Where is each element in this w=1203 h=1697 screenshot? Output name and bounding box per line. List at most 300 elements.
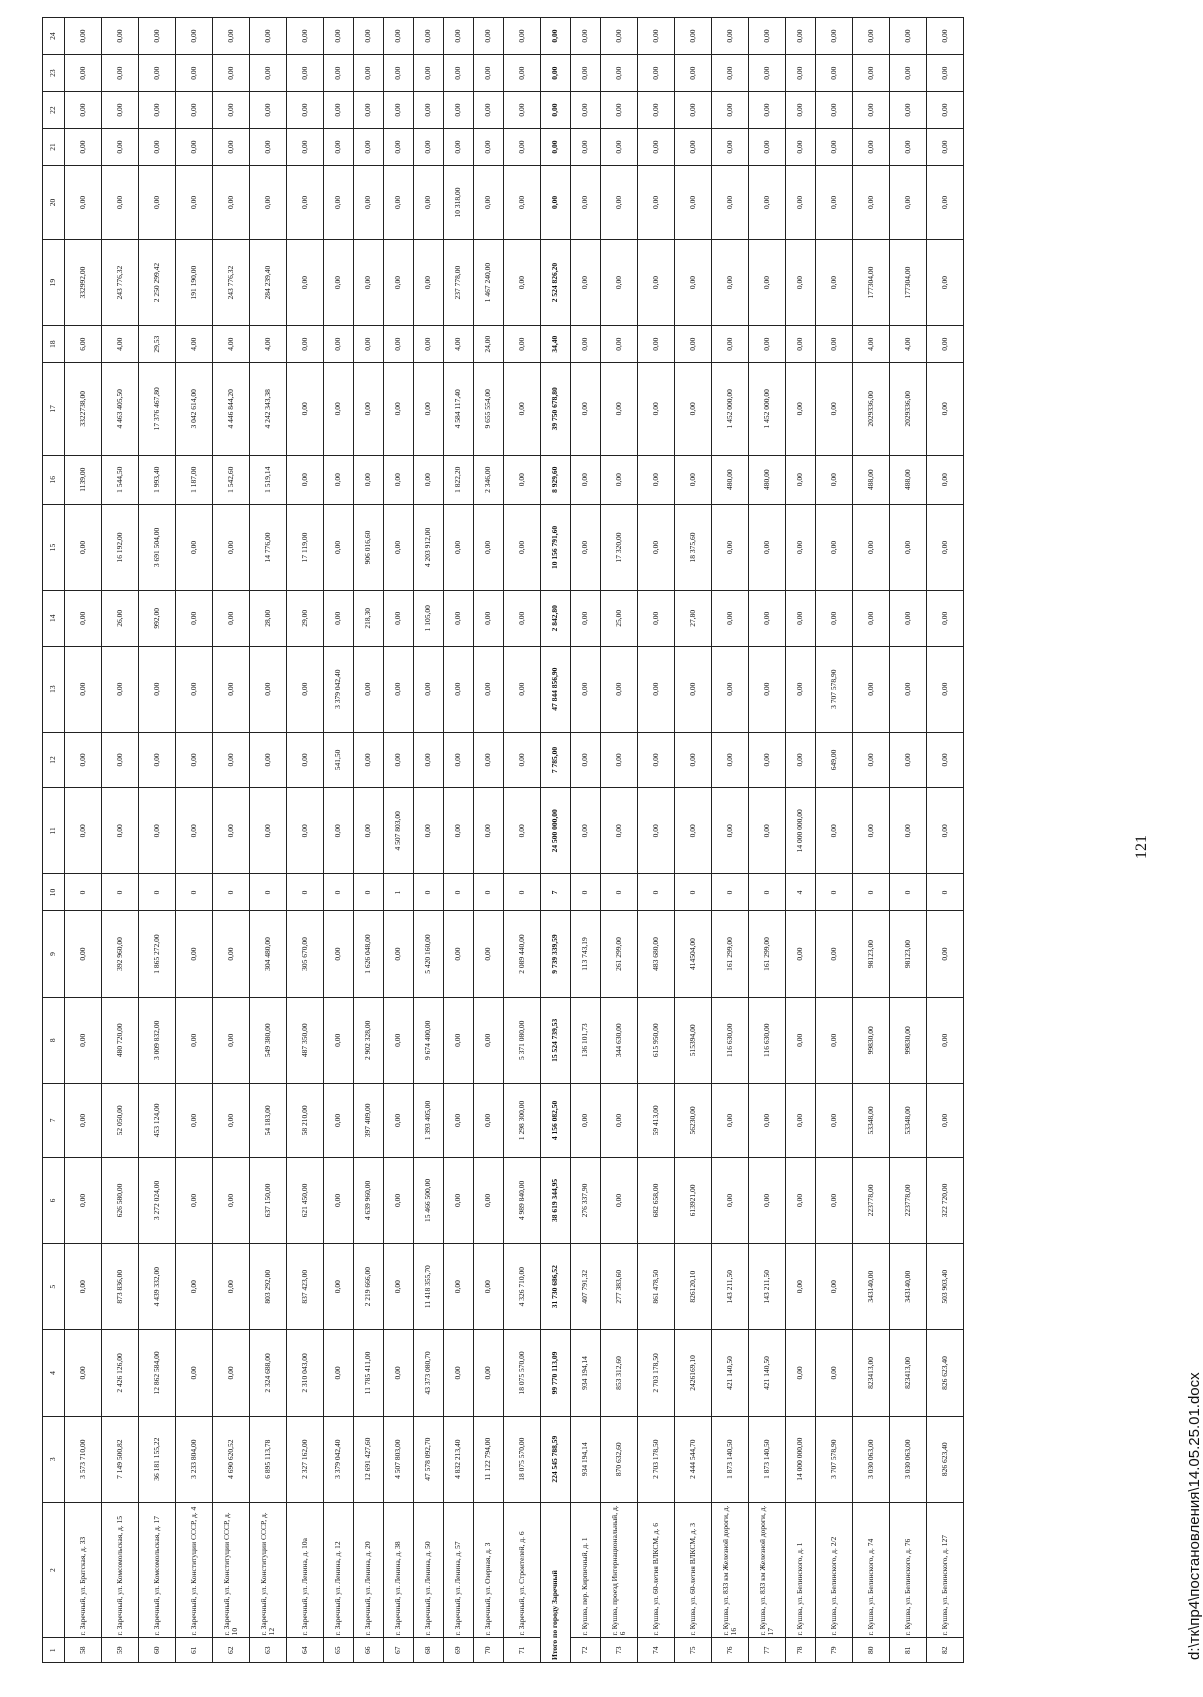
table-cell: 0,00 — [444, 997, 474, 1083]
table-cell: 305 670,00 — [287, 911, 324, 997]
table-cell: 0,00 — [927, 166, 964, 240]
table-cell: 0,00 — [444, 504, 474, 590]
table-cell: 0,00 — [927, 997, 964, 1083]
table-cell: 0,00 — [601, 646, 638, 732]
table-cell: 143 211,50 — [712, 1244, 749, 1330]
table-cell: 0 — [927, 874, 964, 911]
table-cell: 0,00 — [571, 788, 601, 874]
table-row — [816, 18, 853, 1663]
table-cell: 0,00 — [474, 997, 504, 1083]
table-cell: 4 989 840,00 — [504, 1157, 541, 1243]
table-cell: 0,00 — [675, 92, 712, 129]
table-cell: 0,00 — [250, 732, 287, 787]
table-cell: 483 680,00 — [638, 911, 675, 997]
table-cell: 1 873 140,50 — [749, 1416, 786, 1502]
table-cell: 0,00 — [213, 92, 250, 129]
table-cell: 0 — [890, 874, 927, 911]
table-cell: 397 409,00 — [354, 1083, 384, 1157]
table-cell: 65 — [324, 1638, 354, 1663]
table-cell: 3 030 063,00 — [853, 1416, 890, 1502]
table-cell: 0,00 — [474, 788, 504, 874]
table-cell: 1 187,00 — [176, 455, 213, 504]
table-cell: 0 — [213, 874, 250, 911]
table-cell: 0 — [102, 874, 139, 911]
table-cell: 0,00 — [324, 166, 354, 240]
table-cell: 0,00 — [816, 129, 853, 166]
table-cell: 0,00 — [853, 732, 890, 787]
table-cell: 0,00 — [816, 1157, 853, 1243]
table-cell: 0,00 — [816, 1083, 853, 1157]
table-cell: 0,00 — [541, 55, 571, 92]
address-cell: г. Заречный, ул. Ленина, д. 50 — [414, 1502, 444, 1638]
table-cell: 0,00 — [927, 326, 964, 363]
table-cell: 0,00 — [213, 18, 250, 55]
table-cell: 62 — [213, 1638, 250, 1663]
table-cell: 0,00 — [601, 732, 638, 787]
table-cell: 803 292,00 — [250, 1244, 287, 1330]
table-cell: 7 785,00 — [541, 732, 571, 787]
table-cell: 0,00 — [786, 1083, 816, 1157]
table-cell: 0,00 — [601, 55, 638, 92]
table-cell: 0,00 — [853, 788, 890, 874]
table-cell: 0,00 — [853, 18, 890, 55]
table-cell: 0,00 — [444, 788, 474, 874]
table-cell: 0,00 — [786, 504, 816, 590]
table-cell: 277 383,60 — [601, 1244, 638, 1330]
table-cell: 3 573 710,00 — [65, 1416, 102, 1502]
table-cell: 0,00 — [176, 1157, 213, 1243]
table-cell: 0,00 — [384, 732, 414, 787]
address-cell: г. Кушва, ул. 833 км Железной дороги, д. 16 — [712, 1502, 749, 1638]
table-cell: 2 346,00 — [474, 455, 504, 504]
table-cell: 2 902 328,00 — [354, 997, 384, 1083]
table-cell: 0,00 — [927, 92, 964, 129]
table-cell: 0,00 — [324, 997, 354, 1083]
table-cell: 0,00 — [287, 92, 324, 129]
table-cell: 4,00 — [890, 326, 927, 363]
table-cell: 0,00 — [176, 732, 213, 787]
address-cell: г. Кушва, ул. Белинского, д. 74 — [853, 1502, 890, 1638]
table-cell: 0,00 — [102, 92, 139, 129]
table-cell: 79 — [816, 1638, 853, 1663]
column-header: 14 — [43, 591, 65, 646]
data-table — [42, 17, 964, 1663]
table-cell: 0,00 — [541, 129, 571, 166]
table-cell: 29,53 — [139, 326, 176, 363]
column-header: 23 — [43, 55, 65, 92]
address-cell: г. Заречный, ул. Комсомольская, д. 17 — [139, 1502, 176, 1638]
table-cell: 47 844 856,90 — [541, 646, 571, 732]
table-cell: 0,00 — [749, 166, 786, 240]
table-cell: 304 480,00 — [250, 911, 287, 997]
table-cell: 2 524 826,20 — [541, 239, 571, 325]
column-header: 11 — [43, 788, 65, 874]
table-cell: 0,00 — [601, 18, 638, 55]
table-cell: 224 545 788,59 — [541, 1416, 571, 1502]
table-cell: 0,00 — [786, 92, 816, 129]
table-cell: 223778,00 — [890, 1157, 927, 1243]
table-cell: 0 — [444, 874, 474, 911]
table-cell: 0,00 — [414, 363, 444, 455]
table-cell: 2 219 666,00 — [354, 1244, 384, 1330]
table-cell: 98123,00 — [890, 911, 927, 997]
table-cell: 17 376 467,80 — [139, 363, 176, 455]
table-cell: 0,00 — [213, 911, 250, 997]
table-cell: 0,00 — [354, 363, 384, 455]
table-row — [541, 18, 571, 1663]
table-cell: 0,00 — [638, 504, 675, 590]
table-cell: 0,00 — [444, 911, 474, 997]
table-cell: 0,00 — [571, 591, 601, 646]
table-cell: 113 743,19 — [571, 911, 601, 997]
table-cell: 682 658,00 — [638, 1157, 675, 1243]
address-cell: г. Кушва, ул. Белинского, д. 1 — [786, 1502, 816, 1638]
table-cell: 0 — [474, 874, 504, 911]
table-cell: 0,00 — [504, 455, 541, 504]
table-cell: 0,00 — [65, 1157, 102, 1243]
table-cell: 74 — [638, 1638, 675, 1663]
address-cell: г. Кушва, ул. 833 км Железной дороги, д. 17 — [749, 1502, 786, 1638]
table-cell: 0,00 — [712, 92, 749, 129]
table-cell: 191 190,00 — [176, 239, 213, 325]
table-cell: 0,00 — [354, 129, 384, 166]
table-cell: 0,00 — [927, 591, 964, 646]
table-cell: 4 832 213,40 — [444, 1416, 474, 1502]
table-cell: 0,00 — [354, 732, 384, 787]
table-cell: 0,00 — [601, 239, 638, 325]
table-cell: 16 192,00 — [102, 504, 139, 590]
table-cell: 1 542,60 — [213, 455, 250, 504]
table-cell: 0,00 — [890, 166, 927, 240]
table-cell: 0,00 — [287, 788, 324, 874]
address-cell: г. Заречный, ул. Комсомольская, д. 15 — [102, 1502, 139, 1638]
table-cell: 392 960,00 — [102, 911, 139, 997]
table-row — [601, 18, 638, 1663]
table-cell: 480,00 — [749, 455, 786, 504]
table-cell: 0,00 — [541, 166, 571, 240]
table-cell: 0 — [675, 874, 712, 911]
table-cell: 0,00 — [816, 363, 853, 455]
table-cell: 3 272 024,00 — [139, 1157, 176, 1243]
table-cell: 2 250 299,42 — [139, 239, 176, 325]
table-cell: 0,00 — [601, 166, 638, 240]
table-cell: 0,00 — [176, 18, 213, 55]
column-header: 3 — [43, 1416, 65, 1502]
table-cell: 0,00 — [414, 166, 444, 240]
table-cell: 0,00 — [853, 591, 890, 646]
table-cell: 47 578 092,70 — [414, 1416, 444, 1502]
table-cell: 0,00 — [571, 326, 601, 363]
table-cell: 0,00 — [786, 1244, 816, 1330]
table-cell: 0,00 — [504, 646, 541, 732]
table-cell: 71 — [504, 1638, 541, 1663]
table-cell: 68 — [414, 1638, 444, 1663]
table-cell: 615 950,00 — [638, 997, 675, 1083]
table-cell: 0 — [354, 874, 384, 911]
table-cell: 0,00 — [287, 455, 324, 504]
column-header: 22 — [43, 92, 65, 129]
table-cell: 1 393 405,00 — [414, 1083, 444, 1157]
table-cell: 0,00 — [324, 591, 354, 646]
table-row — [354, 18, 384, 1663]
address-cell: г. Кушва, ул. Белинского, д. 76 — [890, 1502, 927, 1638]
column-header: 15 — [43, 504, 65, 590]
table-cell: 4 690 620,52 — [213, 1416, 250, 1502]
table-cell: 421 140,50 — [749, 1330, 786, 1416]
table-cell: 0,00 — [65, 129, 102, 166]
table-cell: 28,00 — [250, 591, 287, 646]
table-cell: 0,00 — [816, 326, 853, 363]
table-cell: 9 739 339,59 — [541, 911, 571, 997]
table-cell: 0,00 — [213, 1083, 250, 1157]
table-cell: 0,00 — [414, 646, 444, 732]
table-cell: 0,00 — [287, 732, 324, 787]
table-row — [890, 18, 927, 1663]
table-cell: 0,00 — [571, 504, 601, 590]
table-cell: 38 619 344,95 — [541, 1157, 571, 1243]
table-cell: 11 122 794,00 — [474, 1416, 504, 1502]
table-cell: 0,00 — [712, 129, 749, 166]
table-cell: 0,00 — [601, 129, 638, 166]
table-cell: 0,00 — [384, 591, 414, 646]
table-cell: 3 707 578,90 — [816, 1416, 853, 1502]
table-cell: 70 — [474, 1638, 504, 1663]
table-cell: 0,00 — [444, 646, 474, 732]
table-cell: 0,00 — [65, 504, 102, 590]
table-cell: 0 — [638, 874, 675, 911]
table-row — [250, 18, 287, 1663]
column-header: 10 — [43, 874, 65, 911]
table-cell: 69 — [444, 1638, 474, 1663]
table-cell: 0,00 — [324, 55, 354, 92]
table-cell: 870 632,60 — [601, 1416, 638, 1502]
table-cell: 0,00 — [571, 92, 601, 129]
table-cell: 1 519,14 — [250, 455, 287, 504]
column-header: 2 — [43, 1502, 65, 1638]
table-cell: 4 639 960,00 — [354, 1157, 384, 1243]
table-cell: 0,00 — [601, 1083, 638, 1157]
table-cell: 0,00 — [287, 239, 324, 325]
table-cell: 0,00 — [853, 92, 890, 129]
address-cell: г. Заречный, ул. Конституции СССР, д. 4 — [176, 1502, 213, 1638]
table-cell: 0,00 — [65, 646, 102, 732]
table-cell: 0,00 — [324, 92, 354, 129]
table-cell: 0,00 — [638, 166, 675, 240]
table-cell: 4 326 710,00 — [504, 1244, 541, 1330]
table-cell: 0,00 — [712, 591, 749, 646]
table-cell: 0,00 — [504, 129, 541, 166]
table-cell: 549 380,00 — [250, 997, 287, 1083]
table-cell: 9 655 554,00 — [474, 363, 504, 455]
table-cell: 0,00 — [176, 166, 213, 240]
table-cell: 0,00 — [504, 92, 541, 129]
table-row — [712, 18, 749, 1663]
table-cell: 1 105,00 — [414, 591, 444, 646]
table-row — [139, 18, 176, 1663]
table-cell: 332992,00 — [65, 239, 102, 325]
table-row — [102, 18, 139, 1663]
table-cell: 14 000 000,00 — [786, 1416, 816, 1502]
table-cell: 14 000 000,00 — [786, 788, 816, 874]
table-cell: 826120,10 — [675, 1244, 712, 1330]
table-cell: 2 324 688,00 — [250, 1330, 287, 1416]
table-cell: 0 — [853, 874, 890, 911]
table-cell: 0,00 — [927, 363, 964, 455]
table-cell: 0,00 — [176, 911, 213, 997]
table-cell: 4 — [786, 874, 816, 911]
table-cell: 15 524 739,53 — [541, 997, 571, 1083]
table-cell: 0,00 — [571, 129, 601, 166]
table-cell: 0,00 — [712, 55, 749, 92]
table-cell: 421 140,50 — [712, 1330, 749, 1416]
table-cell: 0,00 — [354, 788, 384, 874]
table-cell: 0,00 — [384, 239, 414, 325]
table-cell: 1 626 048,00 — [354, 911, 384, 997]
table-cell: 53348,00 — [853, 1083, 890, 1157]
table-cell: 0,00 — [638, 18, 675, 55]
table-cell: 0,00 — [474, 504, 504, 590]
table-cell: 0 — [712, 874, 749, 911]
table-cell: 0,00 — [786, 646, 816, 732]
address-cell: г. Заречный, ул. Конституции СССР, д. 10 — [213, 1502, 250, 1638]
table-cell: 1 993,40 — [139, 455, 176, 504]
table-cell: 0,00 — [139, 732, 176, 787]
table-cell: 637 150,00 — [250, 1157, 287, 1243]
table-cell: 0,00 — [139, 55, 176, 92]
table-cell: 53348,00 — [890, 1083, 927, 1157]
table-cell: 18 075 570,00 — [504, 1330, 541, 1416]
table-cell: 649,00 — [816, 732, 853, 787]
table-cell: 2 426 126,00 — [102, 1330, 139, 1416]
table-cell: 4 203 912,00 — [414, 504, 444, 590]
table-cell: 4 507 803,00 — [384, 1416, 414, 1502]
table-cell: 0,00 — [786, 732, 816, 787]
table-cell: 1139,00 — [65, 455, 102, 504]
table-cell: 75 — [675, 1638, 712, 1663]
table-cell: 0,00 — [444, 732, 474, 787]
table-cell: 0,00 — [712, 732, 749, 787]
table-cell: 0,00 — [474, 1083, 504, 1157]
address-cell: г. Заречный, ул. Ленина, д. 38 — [384, 1502, 414, 1638]
address-cell: г. Заречный, ул. Озерная, д. 3 — [474, 1502, 504, 1638]
table-cell: 0,00 — [474, 166, 504, 240]
table-cell: 613921,00 — [675, 1157, 712, 1243]
column-header: 13 — [43, 646, 65, 732]
table-cell: 0,00 — [176, 997, 213, 1083]
table-cell: 24 500 000,00 — [541, 788, 571, 874]
table-cell: 14 776,00 — [250, 504, 287, 590]
table-cell: 0,00 — [712, 18, 749, 55]
table-cell: 58 — [65, 1638, 102, 1663]
table-cell: 0,00 — [324, 911, 354, 997]
table-cell: 0,00 — [213, 166, 250, 240]
table-cell: 0,00 — [354, 455, 384, 504]
table-cell: 1 298 300,00 — [504, 1083, 541, 1157]
table-cell: 0,00 — [250, 55, 287, 92]
table-cell: 0,00 — [571, 239, 601, 325]
table-cell: 0,00 — [601, 1157, 638, 1243]
table-cell: 0,00 — [414, 732, 444, 787]
table-cell: 0,00 — [287, 363, 324, 455]
table-cell: 0,00 — [504, 363, 541, 455]
table-cell: 0,00 — [786, 591, 816, 646]
table-cell: 2 444 544,70 — [675, 1416, 712, 1502]
table-cell: 0,00 — [816, 239, 853, 325]
column-header: 17 — [43, 363, 65, 455]
table-cell: 0,00 — [816, 504, 853, 590]
address-cell: г. Кушва, пер. Кирпичный, д. 1 — [571, 1502, 601, 1638]
table-cell: 343140,00 — [890, 1244, 927, 1330]
table-cell: 0,00 — [927, 1083, 964, 1157]
table-cell: 2029336,00 — [853, 363, 890, 455]
table-cell: 0,00 — [675, 646, 712, 732]
table-cell: 480 720,00 — [102, 997, 139, 1083]
table-cell: 0,00 — [384, 911, 414, 997]
table-cell: 3 691 504,00 — [139, 504, 176, 590]
table-cell: 2426169,10 — [675, 1330, 712, 1416]
table-cell: 0,00 — [65, 92, 102, 129]
address-cell: г. Заречный, ул. Строителей, д. 6 — [504, 1502, 541, 1638]
table-cell: 488,00 — [853, 455, 890, 504]
table-cell: 0,00 — [504, 591, 541, 646]
address-cell: г. Заречный, ул. Ленина, д. 20 — [354, 1502, 384, 1638]
table-cell: 0,00 — [675, 18, 712, 55]
table-cell: 0,00 — [853, 504, 890, 590]
address-cell: г. Кушва, ул. Белинского, д. 127 — [927, 1502, 964, 1638]
table-cell: 11 785 411,00 — [354, 1330, 384, 1416]
table-row — [474, 18, 504, 1663]
table-cell: 344 630,00 — [601, 997, 638, 1083]
table-cell: 4,00 — [444, 326, 474, 363]
table-cell: 414504,00 — [675, 911, 712, 997]
table-cell: 0 — [65, 874, 102, 911]
column-header: 6 — [43, 1157, 65, 1243]
table-cell: 626 580,00 — [102, 1157, 139, 1243]
table-cell: 1 865 272,00 — [139, 911, 176, 997]
table-row — [927, 18, 964, 1663]
table-cell: 0,00 — [287, 326, 324, 363]
table-cell: 0,00 — [504, 326, 541, 363]
table-cell: 0,00 — [414, 326, 444, 363]
table-cell: 0,00 — [712, 646, 749, 732]
table-cell: 0,00 — [638, 129, 675, 166]
column-header: 4 — [43, 1330, 65, 1416]
address-cell: г. Заречный, ул. Конституции СССР, д. 12 — [250, 1502, 287, 1638]
table-cell: 823413,00 — [853, 1330, 890, 1416]
table-cell: 0,00 — [354, 55, 384, 92]
table-cell: 4,00 — [213, 326, 250, 363]
table-row — [853, 18, 890, 1663]
table-cell: 10 156 791,60 — [541, 504, 571, 590]
table-cell: 0,00 — [444, 92, 474, 129]
table-cell: 0,00 — [65, 1330, 102, 1416]
column-header: 24 — [43, 18, 65, 55]
table-cell: 7 149 500,82 — [102, 1416, 139, 1502]
table-cell: 76 — [712, 1638, 749, 1663]
table-cell: 1 873 140,50 — [712, 1416, 749, 1502]
table-cell: 2 842,80 — [541, 591, 571, 646]
table-cell: 0,00 — [250, 646, 287, 732]
table-row — [324, 18, 354, 1663]
table-cell: 27,80 — [675, 591, 712, 646]
table-cell: 0,00 — [927, 18, 964, 55]
table-cell: 52 050,00 — [102, 1083, 139, 1157]
table-cell: 0,00 — [712, 166, 749, 240]
table-cell: 0,00 — [324, 1330, 354, 1416]
table-cell: 1 452 000,00 — [749, 363, 786, 455]
table-cell: 0 — [571, 874, 601, 911]
table-cell: 0,00 — [786, 911, 816, 997]
